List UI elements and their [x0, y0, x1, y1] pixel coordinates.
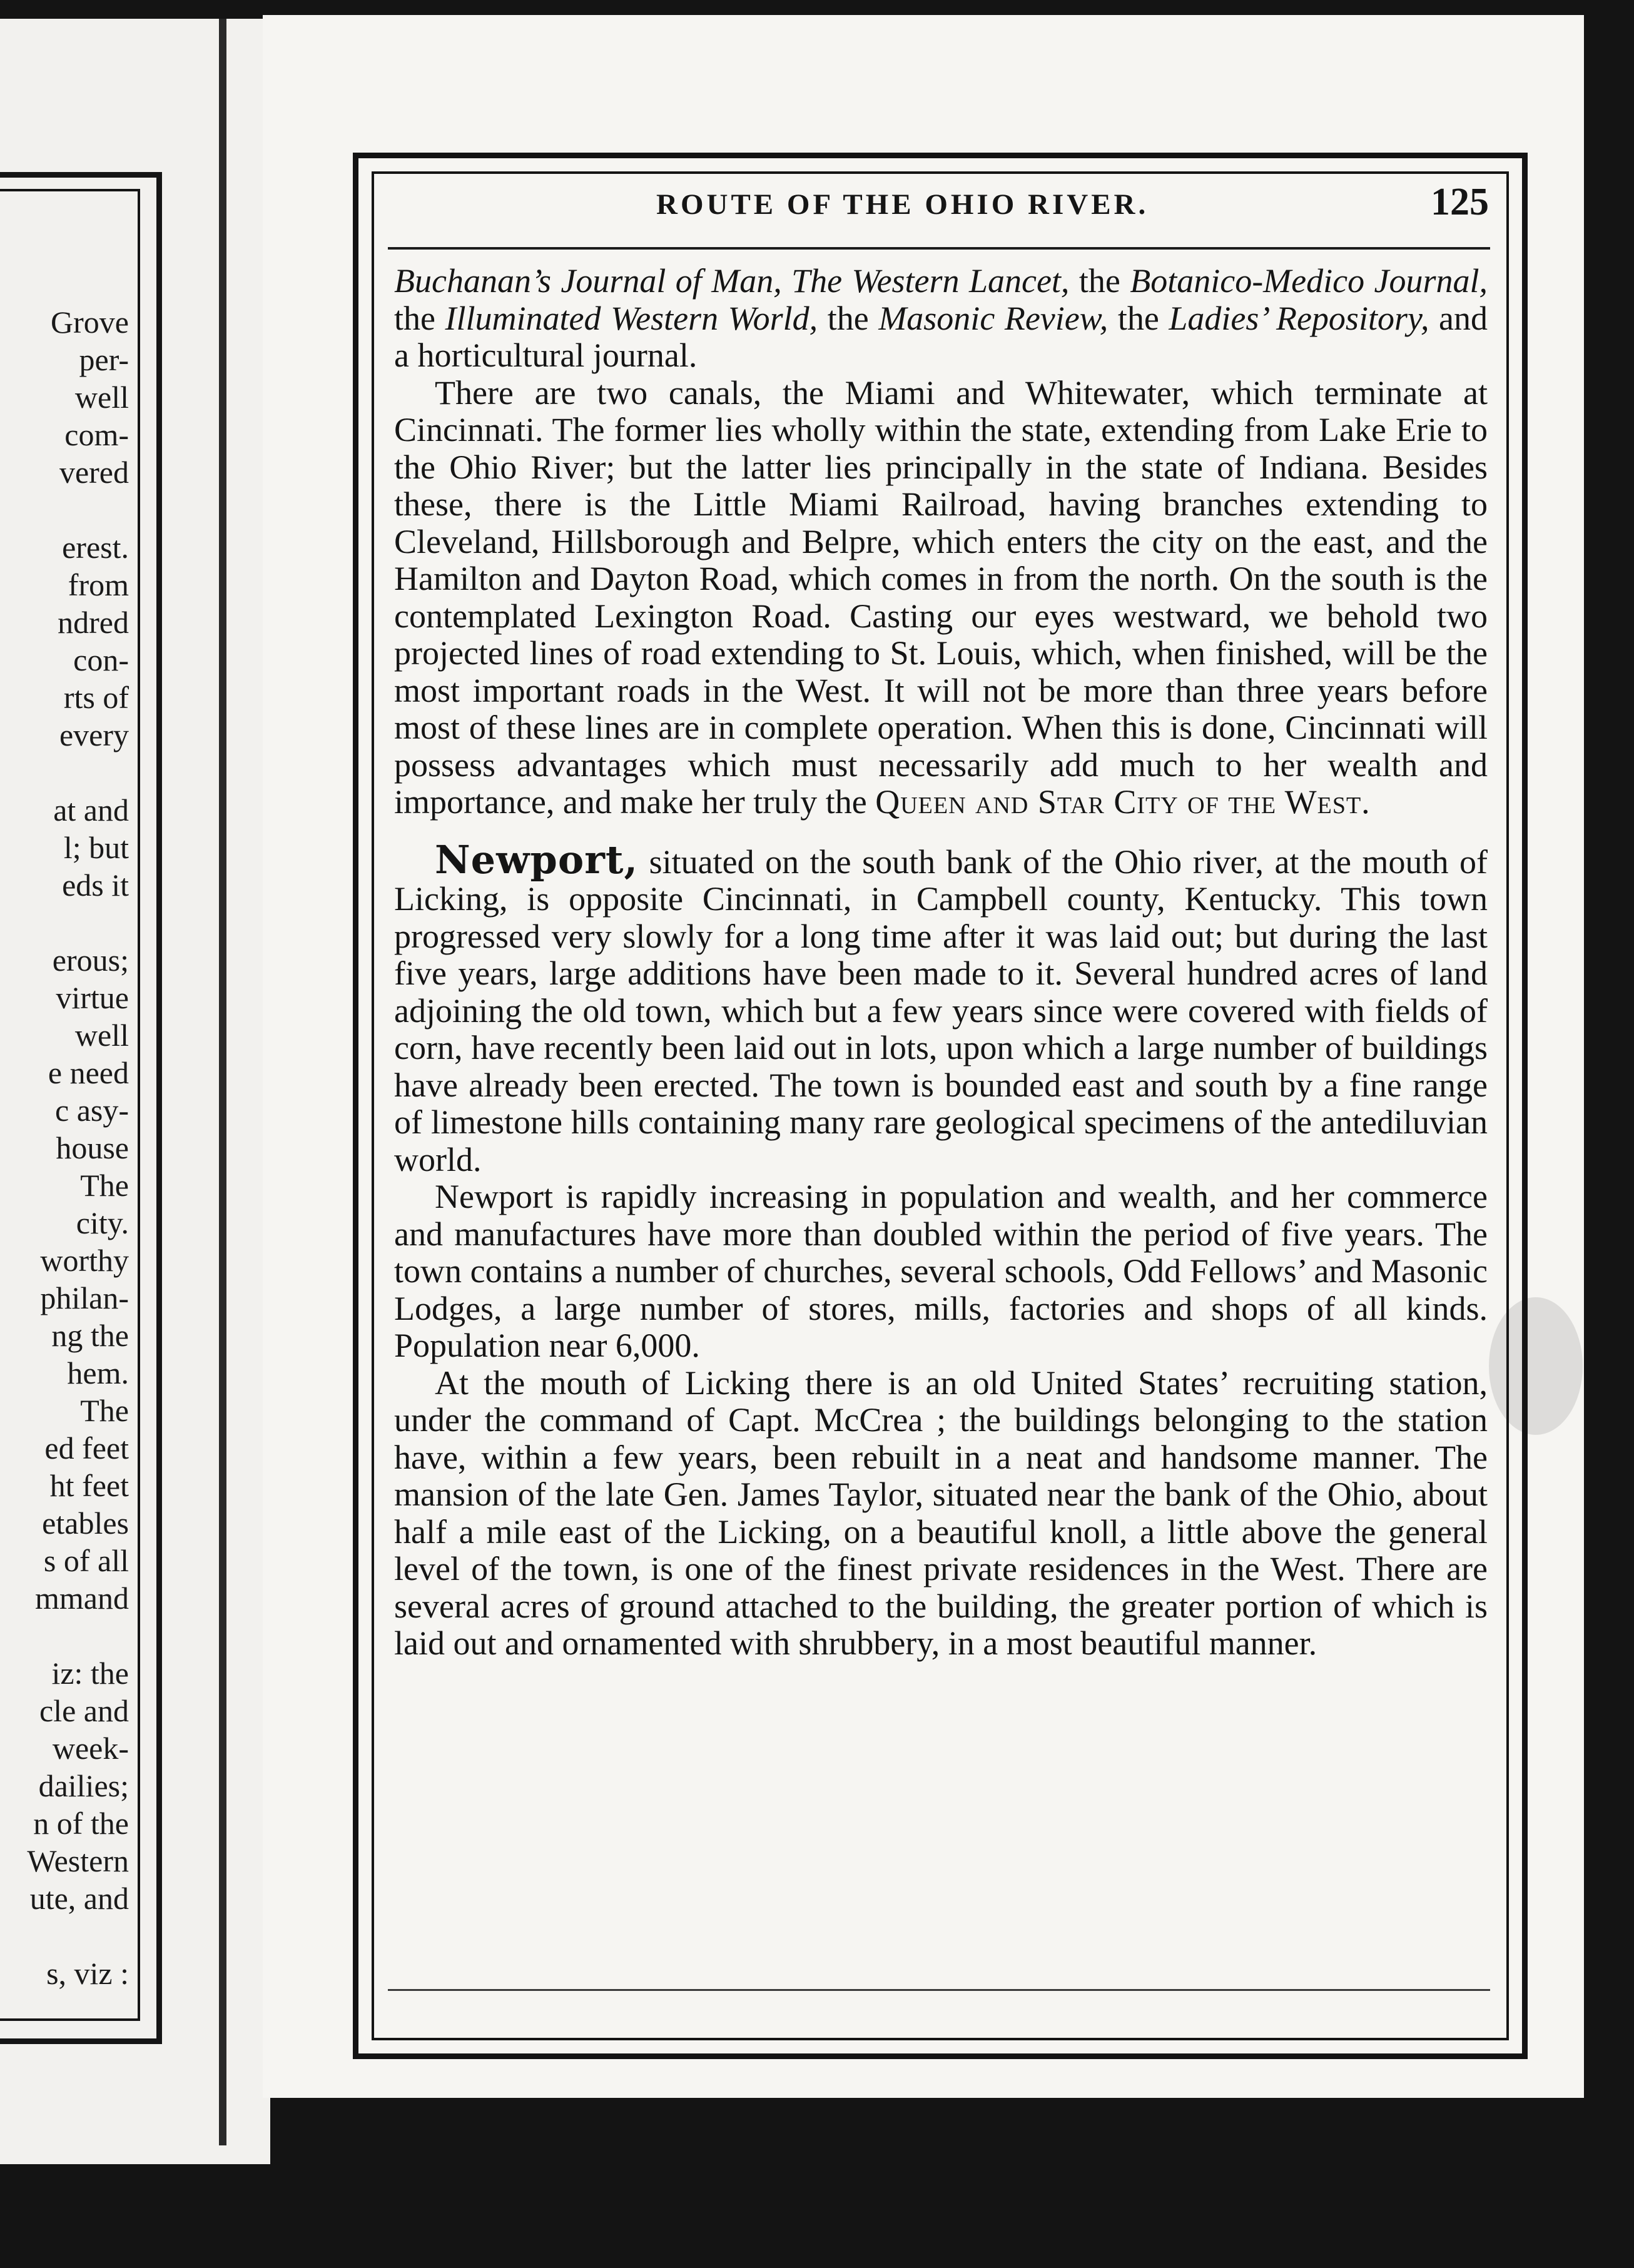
text-run: the	[1108, 299, 1169, 337]
left-page-fragment: house	[56, 1130, 129, 1165]
journal-title: Botanico-Medico Journal,	[1130, 262, 1488, 300]
left-page-fragment	[0, 1617, 129, 1654]
left-page-fragment: ndred	[58, 605, 129, 640]
text-run: situated on the south bank of the Ohio river, at the mouth of Licking, is opposite Cincinnati, in Campbell county, Kentucky. This town progressed very slowly for a long time after it was laid out; but during the last five years, large additions have been made to it. Several hundred acres of land adjoining the old town, which but a few years since were covered with fields of corn, have recently been laid out in lots, upon which a large number of buildings have already been erected. The town is bounded east and south by a fine range of limestone hills containing many rare geological specimens of the antediluvian world.	[394, 843, 1488, 1178]
left-page-fragment: erous;	[52, 943, 129, 978]
left-page-fragment: at and	[53, 792, 129, 828]
footer-rule	[388, 1989, 1490, 1991]
text-run: There are two canals, the Miami and Whitewater, which terminate at Cincinnati. The former lies wholly within the state, extending from Lake Erie to the Ohio River; but the latter lies principally in the state of Indiana. Besides these, there is the Little Miami Railroad, having branches extending to Cleveland, Hillsborough and Belpre, which enters the city on the east, and the Hamilton and Dayton Road, which comes in from the north. On the south is the contemplated Lexington Road. Casting our eyes westward, we behold two projected lines of road extending to St. Louis, which, when finished, will be the most important roads in the West. It will not be more than three years before most of these lines are in complete operation. When this is done, Cincinnati will possess advantages which must necessarily add much to her wealth and importance, and make her truly the	[394, 373, 1488, 821]
left-page-fragment: vered	[59, 455, 129, 490]
left-page-text-fragments	[0, 303, 129, 1992]
journal-title: Buchanan’s Journal of Man,	[394, 262, 782, 300]
left-page-fragment: hem.	[67, 1355, 129, 1390]
header-rule	[388, 247, 1490, 250]
text-run: the	[394, 299, 445, 337]
text-run: Newport is rapidly increasing in population and wealth, and her commerce and manufactures have more than doubled within the period of five years. The town contains a number of churches, several schools, Odd Fellows’ and Masonic Lodges, a large number of stores, mills, factories and shops of all kinds. Population near 6,000.	[394, 1178, 1488, 1364]
left-page-fragment: from	[68, 567, 129, 602]
left-page-fragment: per-	[79, 342, 129, 377]
left-page-fragment: ng the	[51, 1318, 129, 1353]
left-page-fragment: cle and	[39, 1693, 129, 1728]
paragraph-journals	[394, 263, 1488, 375]
text-run: At the mouth of Licking there is an old United States’ recruiting station, under the command of Capt. McCrea ; the buildings belonging to the station have, within a few years, been rebuilt in a neat and handsome manner. The mansion of the late Gen. James Taylor, situated near the bank of the Ohio, about half a mile east of the Licking, on a beautiful knoll, a little above the general level of the town, is one of the finest private residences in the West. There are several acres of ground attached to the building, the greater portion of which is laid out and ornamented with shrubbery, in a most beautiful manner.	[394, 1364, 1488, 1662]
paragraph-newport-growth	[394, 1178, 1488, 1365]
left-page-fragment: s of all	[43, 1543, 129, 1578]
left-page-fragment: dailies;	[38, 1768, 129, 1803]
section-lead-word: Newport,	[435, 836, 639, 883]
left-page-fragment: l; but	[63, 830, 129, 865]
running-head	[372, 181, 1509, 238]
left-page-fragment: erest.	[62, 530, 129, 565]
left-page-fragment: The	[80, 1393, 129, 1428]
queen-city-caption: Queen and Star City of the West.	[875, 783, 1371, 821]
left-page-fragment: philan-	[40, 1280, 129, 1315]
left-page-fragment: mmand	[35, 1581, 129, 1616]
journal-title: The Western Lancet,	[791, 262, 1070, 300]
left-page-fragment	[0, 1917, 129, 1955]
left-page-fragment: The	[80, 1168, 129, 1203]
text-run: and a horticultural journal.	[394, 299, 1488, 374]
journal-title: Ladies’ Repository,	[1169, 299, 1429, 337]
left-page-fragment: c asy-	[55, 1093, 129, 1128]
left-page-fragment	[0, 491, 129, 529]
paragraph-licking-station	[394, 1365, 1488, 1663]
left-page-fragment: every	[59, 717, 129, 752]
left-page-fragment: rts of	[63, 680, 129, 715]
left-page-fragment: ht feet	[49, 1468, 129, 1503]
left-page-fragment: city.	[76, 1205, 129, 1240]
left-page-fragment: con-	[73, 642, 129, 677]
left-page-fragment: well	[74, 380, 129, 415]
left-page-fragment: n of the	[33, 1806, 129, 1841]
text-run: the	[818, 299, 879, 337]
left-facing-page	[0, 19, 270, 2164]
left-page-fragment: s, viz :	[46, 1956, 129, 1991]
left-page-fragment: com-	[64, 417, 129, 452]
book-gutter	[219, 19, 226, 2145]
text-run: the	[1069, 262, 1130, 300]
journal-title: Masonic Review,	[878, 299, 1109, 337]
running-title: ROUTE OF THE OHIO RIVER.	[656, 188, 1149, 221]
left-page-fragment	[0, 904, 129, 941]
text-run	[782, 262, 791, 300]
left-page-fragment	[0, 754, 129, 791]
left-page-fragment: ed feet	[44, 1430, 129, 1466]
paragraph-newport	[394, 836, 1488, 1179]
left-page-fragment: eds it	[62, 868, 129, 903]
left-page-fragment: e need	[48, 1055, 129, 1090]
left-page-fragment: Western	[27, 1843, 129, 1878]
paragraph-canals	[394, 375, 1488, 821]
left-page-fragment: iz: the	[51, 1656, 129, 1691]
left-page-fragment: worthy	[40, 1243, 129, 1278]
left-page-fragment: Grove	[51, 305, 129, 340]
page-number: 125	[1431, 181, 1489, 223]
page-body	[394, 263, 1488, 1663]
left-page-fragment: ute, and	[29, 1881, 129, 1916]
left-page-fragment: virtue	[56, 980, 129, 1015]
left-page-fragment: well	[74, 1018, 129, 1053]
journal-title: Illuminated Western World,	[445, 299, 818, 337]
left-page-fragment: week-	[52, 1731, 129, 1766]
left-page-fragment: etables	[42, 1506, 129, 1541]
